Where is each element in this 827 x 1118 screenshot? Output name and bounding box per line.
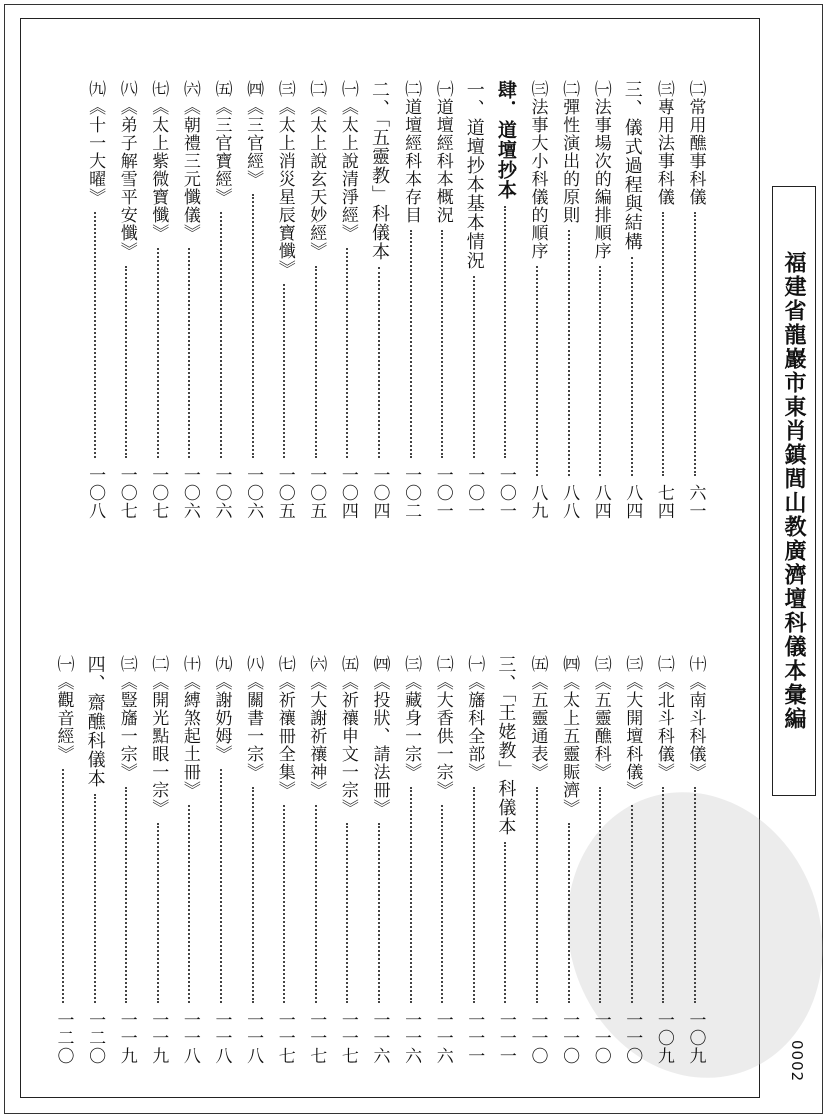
dot-leader — [441, 230, 443, 458]
dot-leader — [62, 769, 64, 1003]
toc-entry-page: 一一一 — [464, 1011, 485, 1065]
toc-entry[interactable] — [367, 80, 391, 520]
dot-leader — [188, 805, 190, 1003]
dot-leader — [410, 787, 412, 1003]
dot-leader — [662, 787, 664, 1003]
toc-entry-page: 一一六 — [432, 1011, 453, 1065]
toc-entry[interactable] — [493, 655, 517, 1065]
toc-entry[interactable] — [462, 80, 486, 520]
toc-entry-label: ㈢專用法事科儀 — [653, 80, 674, 206]
toc-entry[interactable] — [588, 655, 612, 1065]
toc-entry-page: 八九 — [527, 484, 548, 520]
toc-entry[interactable] — [525, 80, 549, 520]
dot-leader — [252, 787, 254, 1003]
toc-entry[interactable] — [335, 80, 359, 520]
dot-leader — [599, 266, 601, 476]
toc-entry-label: ㈩《縛煞起土冊》 — [179, 655, 200, 799]
dot-leader — [125, 787, 127, 1003]
toc-entry[interactable] — [683, 655, 707, 1065]
toc-entry-page: 一一八 — [179, 1011, 200, 1065]
toc-entry-page: 一〇七 — [116, 466, 137, 520]
toc-entry-label: ㈩《南斗科儀》 — [685, 655, 706, 781]
toc-entry-page: 一一八 — [243, 1011, 264, 1065]
toc-entry-label: ㈡《大香供一宗》 — [432, 655, 453, 799]
dot-leader — [568, 823, 570, 1003]
book-title-box — [772, 186, 816, 796]
dot-leader — [125, 266, 127, 458]
toc-entry-page: 一一七 — [274, 1011, 295, 1065]
toc-entry[interactable] — [430, 80, 454, 520]
toc-entry-page: 一二〇 — [85, 1011, 106, 1065]
toc-entry[interactable] — [304, 80, 328, 520]
toc-entry-label: ㈠道壇經科本概況 — [432, 80, 453, 224]
dot-leader — [410, 230, 412, 458]
toc-entry[interactable] — [588, 80, 612, 520]
toc-entry-label: ㈢法事大小科儀的順序 — [527, 80, 548, 260]
toc-entry[interactable] — [525, 655, 549, 1065]
dot-leader — [504, 842, 506, 1003]
dot-leader — [252, 194, 254, 458]
toc-entry-label: ㈠《觀音經》 — [53, 655, 74, 763]
toc-entry-page: 一〇八 — [85, 466, 106, 520]
toc-entry-page: 一一〇 — [527, 1011, 548, 1065]
dot-leader — [94, 794, 96, 1003]
toc-entry-label: ㈣《三官經》 — [243, 80, 264, 188]
dot-leader — [346, 823, 348, 1003]
dot-leader — [220, 212, 222, 458]
toc-entry-label: ㈠《旛科全部》 — [464, 655, 485, 781]
toc-entry-page: 一〇七 — [148, 466, 169, 520]
toc-entry-page: 一〇一 — [432, 466, 453, 520]
toc-entry[interactable] — [399, 80, 423, 520]
dot-leader — [378, 823, 380, 1003]
toc-entry-label: ㈤《祈禳申文一宗》 — [337, 655, 358, 817]
toc-entry[interactable] — [177, 655, 201, 1065]
page-number: 0002 — [788, 1040, 806, 1083]
dot-leader — [94, 212, 96, 458]
toc-entry[interactable] — [304, 655, 328, 1065]
toc-entry-page: 一〇四 — [337, 466, 358, 520]
toc-entry[interactable] — [209, 655, 233, 1065]
toc-entry-page: 八四 — [590, 484, 611, 520]
toc-entry-label: ㈥《大謝祈禳神》 — [306, 655, 327, 799]
toc-entry-label: ㈧《弟子解雪平安懺》 — [116, 80, 137, 260]
toc-entry-label: 三、儀式過程與結構 — [621, 80, 643, 251]
dot-leader — [536, 787, 538, 1003]
toc-entry-page: 一〇六 — [243, 466, 264, 520]
toc-entry-page: 一一六 — [401, 1011, 422, 1065]
toc-entry-page: 一一七 — [337, 1011, 358, 1065]
toc-entry-page: 一〇二 — [401, 466, 422, 520]
dot-leader — [694, 787, 696, 1003]
toc-entry-page: 一〇九 — [685, 1011, 706, 1065]
toc-entry[interactable] — [462, 655, 486, 1065]
toc-entry[interactable] — [51, 655, 75, 1065]
toc-entry[interactable] — [399, 655, 423, 1065]
toc-entry-label: ㈧《關書一宗》 — [243, 655, 264, 781]
toc-entry-page: 一〇五 — [274, 466, 295, 520]
dot-leader — [694, 212, 696, 476]
toc-entry[interactable] — [620, 655, 644, 1065]
toc-entry[interactable] — [651, 655, 675, 1065]
toc-entry-label: ㈢《五靈醮科》 — [590, 655, 611, 781]
dot-leader — [568, 230, 570, 476]
toc-entry-page: 一〇一 — [464, 466, 485, 520]
toc-entry-label: ㈢《豎旛一宗》 — [116, 655, 137, 781]
dot-leader — [662, 212, 664, 476]
toc-entry-page: 一〇五 — [306, 466, 327, 520]
toc-entry-label: ㈥《朝禮三元懺儀》 — [179, 80, 200, 242]
toc-entry-label: ㈡道壇經科本存目 — [401, 80, 422, 224]
toc-entry-page: 八四 — [622, 484, 643, 520]
toc-entry[interactable] — [620, 80, 644, 520]
toc-entry[interactable] — [241, 80, 265, 520]
toc-entry-page: 一一七 — [306, 1011, 327, 1065]
toc-entry-page: 一一〇 — [622, 1011, 643, 1065]
toc-entry-label: ㈡《北斗科儀》 — [653, 655, 674, 781]
toc-entry[interactable] — [493, 80, 517, 520]
dot-leader — [157, 823, 159, 1003]
toc-entry-label: ㈤《五靈通表》 — [527, 655, 548, 781]
toc-entry-label: 四、齋醮科儀本 — [84, 655, 106, 788]
toc-entry[interactable] — [241, 655, 265, 1065]
toc-entry-label: ㈠法事場次的編排順序 — [590, 80, 611, 260]
toc-entry-label: ㈤《三官寶經》 — [211, 80, 232, 206]
toc-entry[interactable] — [430, 655, 454, 1065]
dot-leader — [346, 248, 348, 458]
toc-entry-label: 一、道壇抄本基本情況 — [463, 80, 485, 270]
dot-leader — [441, 805, 443, 1003]
toc-entry-page: 一〇六 — [179, 466, 200, 520]
toc-entry-page: 一一一 — [495, 1011, 516, 1065]
dot-leader — [283, 284, 285, 458]
toc-entry[interactable] — [209, 80, 233, 520]
toc-entry[interactable] — [651, 80, 675, 520]
toc-entry-label: ㈣《投狀、請法冊》 — [369, 655, 390, 817]
toc-entry-label: ㈠《太上說清淨經》 — [337, 80, 358, 242]
toc-entry[interactable] — [146, 80, 170, 520]
dot-leader — [599, 787, 601, 1003]
toc-entry-label: ㈣《太上五靈賑濟》 — [559, 655, 580, 817]
toc-entry-label: ㈡《開光點眼一宗》 — [148, 655, 169, 817]
toc-entry[interactable] — [114, 80, 138, 520]
toc-entry-label: ㈢《太上消災星辰寶懺》 — [274, 80, 295, 278]
toc-entry-page: 一〇一 — [495, 466, 516, 520]
toc-entry-page: 一一九 — [116, 1011, 137, 1065]
toc-entry-page: 七四 — [653, 484, 674, 520]
toc-entry[interactable] — [177, 80, 201, 520]
dot-leader — [536, 266, 538, 476]
toc-entry[interactable] — [146, 655, 170, 1065]
dot-leader — [473, 787, 475, 1003]
toc-entry-label: ㈢《藏身一宗》 — [401, 655, 422, 781]
dot-leader — [157, 248, 159, 458]
toc-entry-label: ㈢《大開壇科儀》 — [622, 655, 643, 799]
toc-entry-page: 一〇九 — [653, 1011, 674, 1065]
toc-entry-page: 一一九 — [148, 1011, 169, 1065]
toc-entry-page: 一一六 — [369, 1011, 390, 1065]
dot-leader — [504, 206, 506, 458]
toc-entry[interactable] — [557, 80, 581, 520]
dot-leader — [220, 769, 222, 1003]
dot-leader — [378, 267, 380, 458]
toc-entry-label: ㈡彈性演出的原則 — [559, 80, 580, 224]
toc-entry-page: 一〇四 — [369, 466, 390, 520]
toc-entry-label: 二、「五靈教」科儀本 — [369, 80, 390, 261]
toc-entry-label: 三、「王姥教」科儀本 — [495, 655, 517, 836]
toc-entry-page: 一〇六 — [211, 466, 232, 520]
toc-entry[interactable] — [367, 655, 391, 1065]
toc-entry[interactable] — [272, 80, 296, 520]
toc-entry[interactable] — [557, 655, 581, 1065]
dot-leader — [315, 805, 317, 1003]
toc-entry-label: ㈦《太上紫微寶懺》 — [148, 80, 169, 242]
dot-leader — [283, 805, 285, 1003]
toc-entry-page: 一一〇 — [559, 1011, 580, 1065]
dot-leader — [631, 805, 633, 1003]
toc-entry-label: ㈡《太上說玄天妙經》 — [306, 80, 327, 260]
toc-entry-label: ㈨《謝奶姆》 — [211, 655, 232, 763]
dot-leader — [315, 266, 317, 458]
toc-entry[interactable] — [683, 80, 707, 520]
toc-entry[interactable] — [83, 80, 107, 520]
toc-entry-page: 一一〇 — [590, 1011, 611, 1065]
toc-entry-label: ㈦《祈禳冊全集》 — [274, 655, 295, 799]
toc-entry[interactable] — [335, 655, 359, 1065]
dot-leader — [631, 257, 633, 476]
toc-entry[interactable] — [272, 655, 296, 1065]
dot-leader — [188, 248, 190, 458]
dot-leader — [473, 276, 475, 458]
toc-entry-label: ㈨《十一大曜》 — [85, 80, 106, 206]
toc-entry[interactable] — [83, 655, 107, 1065]
toc-entry-page: 一二〇 — [53, 1011, 74, 1065]
book-title: 福建省龍巖市東肖鎮閭山教廣濟壇科儀本彙編 — [781, 251, 807, 731]
toc-entry-label: ㈡常用醮事科儀 — [685, 80, 706, 206]
toc-entry-page: 六一 — [685, 484, 706, 520]
toc-entry-label: 肆．道壇抄本 — [494, 80, 517, 200]
toc-entry-page: 八八 — [559, 484, 580, 520]
toc-entry[interactable] — [114, 655, 138, 1065]
toc-entry-page: 一一八 — [211, 1011, 232, 1065]
